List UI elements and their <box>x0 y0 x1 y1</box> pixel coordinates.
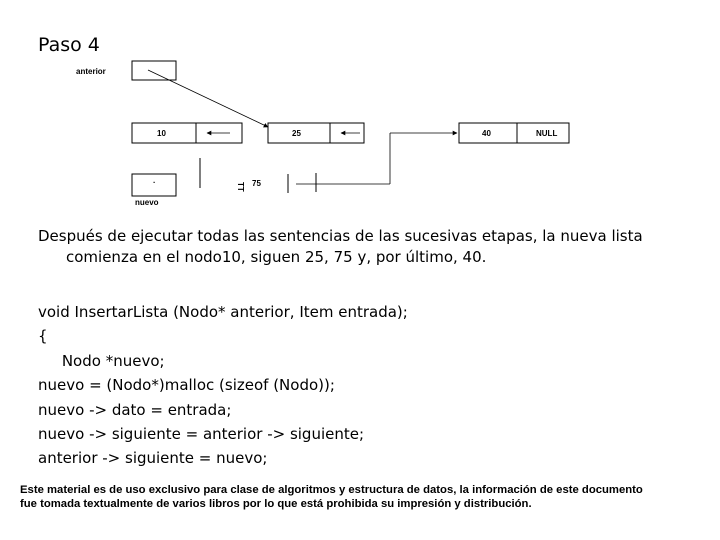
node-40-value: 40 <box>482 129 491 138</box>
nuevo-label: nuevo <box>135 198 159 207</box>
node-10-value: 10 <box>157 129 166 138</box>
paragraph-line-2: comienza en el nodo10, siguen 25, 75 y, por último, 40. <box>66 248 487 266</box>
code-line-6: nuevo -> siguiente = anterior -> siguiente; <box>38 425 365 444</box>
node-25-value: 25 <box>292 129 301 138</box>
code-line-2: { <box>38 327 48 346</box>
slide-title: Paso 4 <box>38 34 100 56</box>
anterior-arrow <box>148 70 268 127</box>
code-line-1: void InsertarLista (Nodo* anterior, Item entrada); <box>38 303 408 321</box>
footer-line-1: Este material es de uso exclusivo para clase de algoritmos y estructura de datos, la información de este documento <box>20 484 643 496</box>
null-value: NULL <box>536 129 558 138</box>
anterior-label: anterior <box>76 67 106 76</box>
paragraph-line-1: Después de ejecutar todas las sentencias de las sucesivas etapas, la nueva lista <box>38 227 643 245</box>
code-line-7: anterior -> siguiente = nuevo; <box>38 449 268 468</box>
explanation-paragraph <box>38 226 643 268</box>
node-75-marker: TT <box>236 182 245 192</box>
code-block <box>38 300 408 471</box>
footer-line-2: fue tomada textualmente de varios libros por lo que está prohibida su impresión y distribución. <box>20 498 532 510</box>
code-line-4: nuevo = (Nodo*)malloc (sizeof (Nodo)); <box>38 376 335 395</box>
footer-disclaimer <box>20 483 710 511</box>
node-75-value: 75 <box>252 179 261 188</box>
code-line-3: Nodo *nuevo; <box>38 351 165 370</box>
code-line-5: nuevo -> dato = entrada; <box>38 400 232 419</box>
nuevo-pointer-dot: . <box>153 176 156 185</box>
anterior-box <box>132 61 176 80</box>
